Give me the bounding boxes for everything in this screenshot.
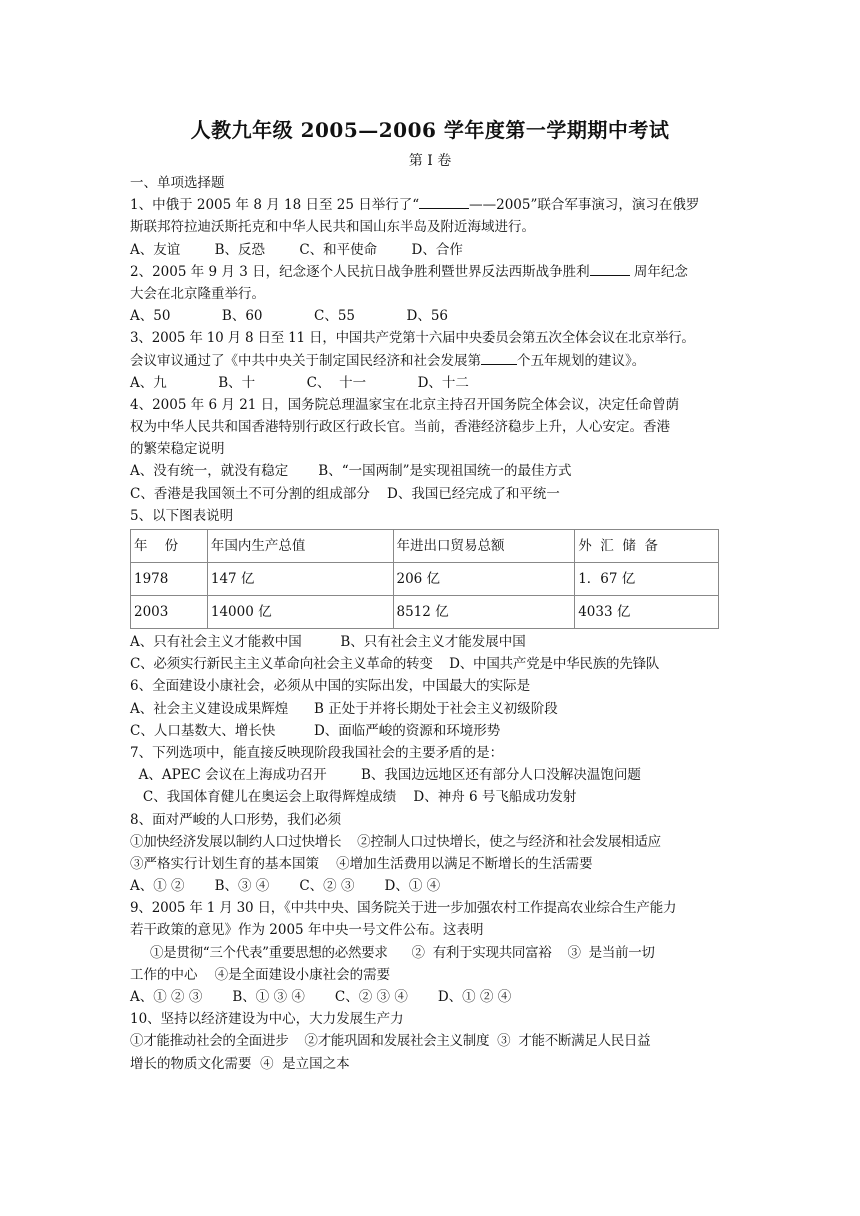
table-cell: 206 亿 <box>393 563 575 596</box>
table-header-cell: 年 份 <box>131 530 208 563</box>
exam-content <box>130 172 730 1075</box>
question-2-line-2: 大会在北京隆重举行。 <box>130 285 265 302</box>
question-9-line-1: 9、2005 年 1 月 30 日，《中共中央、国务院关于进一步加强农村工作提高农业综合生产能力 <box>130 900 677 917</box>
question-8-statements-2: ③严格实行计划生育的基本国策 ④增加生活费用以满足不断增长的生活需要 <box>130 855 593 872</box>
answer-blank <box>419 194 469 209</box>
question-4-options-1: A、没有统一，就没有稳定 B、“一国两制”是实现祖国统一的最佳方式 <box>130 463 572 480</box>
table-cell: 2003 <box>131 596 208 629</box>
question-8-stem: 8、面对严峻的人口形势，我们必须 <box>130 811 342 828</box>
statistics-table <box>130 529 719 629</box>
question-5-options-2: C、必须实行新民主主义革命向社会主义革命的转变 D、中国共产党是中华民族的先锋队 <box>130 656 660 673</box>
question-6-options-1: A、社会主义建设成果辉煌 B 正处于并将长期处于社会主义初级阶段 <box>130 700 558 717</box>
question-7-options-2: C、我国体育健儿在奥运会上取得辉煌成绩 D、神舟 6 号飞船成功发射 <box>130 789 577 806</box>
q1-text-b: ——2005”联合军事演习，演习在俄罗 <box>469 197 700 214</box>
question-3-options: A、九 B、十 C、 十一 D、十二 <box>130 374 469 391</box>
q1-text-a: 1、中俄于 2005 年 8 月 18 日至 25 日举行了“ <box>130 197 420 214</box>
answer-blank <box>590 261 630 276</box>
question-6-stem: 6、全面建设小康社会，必须从中国的实际出发，中国最大的实际是 <box>130 678 531 695</box>
section-heading: 一、单项选择题 <box>130 175 225 191</box>
table-cell: 1．67 亿 <box>575 563 719 596</box>
question-6-options-2: C、人口基数大、增长快 D、面临严峻的资源和环境形势 <box>130 722 501 739</box>
question-8-options: A、① ② B、③ ④ C、② ③ D、① ④ <box>130 878 441 895</box>
table-cell: 1978 <box>131 563 208 596</box>
question-4-line-3: 的繁荣稳定说明 <box>130 441 225 458</box>
q2-text-a: 2、2005 年 9 月 3 日，纪念逐个人民抗日战争胜利暨世界反法西斯战争胜利 <box>130 263 590 280</box>
table-header-cell: 外 汇 储 备 <box>575 530 719 563</box>
table-header-cell: 年进出口贸易总额 <box>393 530 575 563</box>
table-cell: 147 亿 <box>207 563 393 596</box>
table-row <box>131 596 719 629</box>
question-1-line-2: 斯联邦符拉迪沃斯托克和中华人民共和国山东半岛及附近海域进行。 <box>130 219 535 236</box>
question-9-options: A、① ② ③ B、① ③ ④ C、② ③ ④ D、① ② ④ <box>130 989 512 1005</box>
table-row <box>131 563 719 596</box>
question-9-line-4: 工作的中心 ④是全面建设小康社会的需要 <box>130 966 391 983</box>
question-10-stem: 10、坚持以经济建设为中心，大力发展生产力 <box>130 1011 404 1028</box>
q3-text-b: 个五年规划的建议》。 <box>517 352 646 369</box>
table-cell: 8512 亿 <box>393 596 575 629</box>
question-4-line-2: 权为中华人民共和国香港特别行政区行政长官。当前，香港经济稳步上升，人心安定。香港 <box>130 419 670 436</box>
question-3-line-2 <box>130 350 730 372</box>
table-header-row <box>131 530 719 563</box>
table-cell: 4033 亿 <box>575 596 719 629</box>
table-cell: 14000 亿 <box>207 596 393 629</box>
exam-title: 人教九年级 2005—2006 学年度第一学期期中考试 <box>190 118 670 142</box>
question-5-options-1: A、只有社会主义才能救中国 B、只有社会主义才能发展中国 <box>130 634 526 650</box>
question-1-options: A、友谊 B、反恐 C、和平使命 D、合作 <box>130 241 463 258</box>
q3-text-a: 会议审议通过了《中共中央关于制定国民经济和社会发展第 <box>130 352 481 369</box>
question-10-statements-2: 增长的物质文化需要 ④ 是立国之本 <box>130 1055 350 1072</box>
question-2-line-1 <box>130 261 730 283</box>
question-3-line-1: 3、2005 年 10 月 8 日至 11 日，中国共产党第十六届中央委员会第五次全体会议在北京举行。 <box>130 330 695 347</box>
question-7-options-1: A、APEC 会议在上海成功召开 B、我国边远地区还有部分人口没解决温饱问题 <box>130 767 641 784</box>
question-9-line-2: 若干政策的意见》作为 2005 年中央一号文件公布。这表明 <box>130 922 484 939</box>
question-2-options: A、50 B、60 C、55 D、56 <box>130 308 449 325</box>
q2-text-b: 周年纪念 <box>629 263 688 280</box>
question-8-statements-1: ①加快经济发展以制约人口过快增长 ②控制人口过快增长，使之与经济和社会发展相适应 <box>130 833 661 850</box>
question-1-line-1 <box>130 194 730 216</box>
table-header-cell: 年国内生产总值 <box>207 530 393 563</box>
question-10-statements-1: ①才能推动社会的全面进步 ②才能巩固和发展社会主义制度 ③ 才能不断满足人民日益 <box>130 1033 651 1050</box>
answer-blank <box>481 350 517 365</box>
question-4-line-1: 4、2005 年 6 月 21 日，国务院总理温家宝在北京主持召开国务院全体会议，决定任命曾荫 <box>130 396 680 413</box>
question-9-line-3: ①是贯彻“三个代表”重要思想的必然要求 ② 有利于实现共同富裕 ③ 是当前一切 <box>130 944 655 961</box>
volume-label: 第 I 卷 <box>408 153 452 169</box>
question-7-stem: 7、下列选项中，能直接反映现阶段我国社会的主要矛盾的是： <box>130 744 504 761</box>
question-5-stem: 5、以下图表说明 <box>130 507 234 524</box>
question-4-options-2: C、香港是我国领土不可分割的组成部分 D、我国已经完成了和平统一 <box>130 485 560 502</box>
